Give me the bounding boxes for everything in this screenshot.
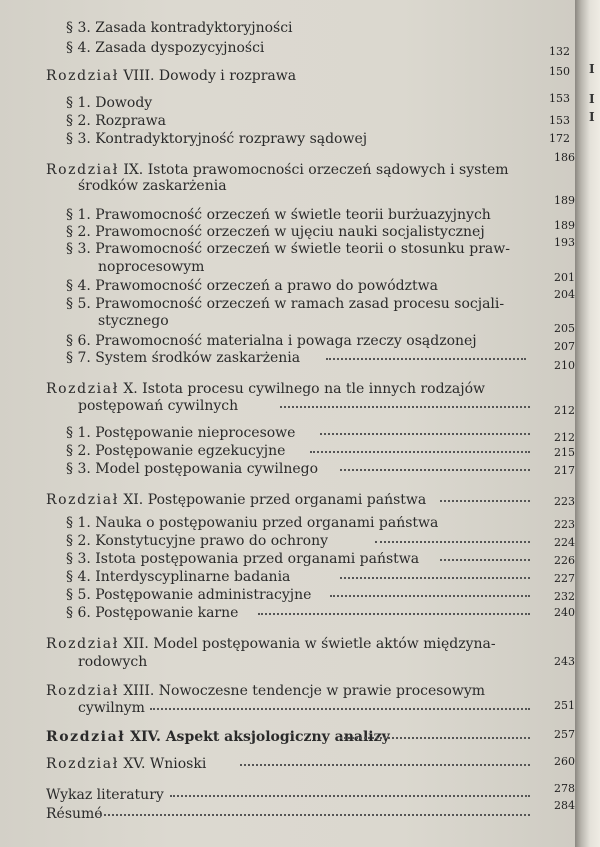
toc-entry: § 4. Interdyscyplinarne badania <box>66 569 291 585</box>
page-number: 153 <box>549 114 570 127</box>
page-number: 215 <box>554 446 575 459</box>
toc-entry: Wykaz literatury <box>46 787 164 803</box>
toc-entry: § 3. Istota postępowania przed organami państwa <box>66 551 420 567</box>
leader-dots <box>258 609 530 615</box>
page-number: 284 <box>554 799 575 812</box>
toc-entry-cont: noprocesowym <box>98 259 205 275</box>
leader-dots <box>100 810 530 816</box>
chapter-title: X. Istota procesu cywilnego na tle innych rodzajów <box>123 381 486 397</box>
chapter-prefix: Rozdział <box>46 162 119 178</box>
chapter-title: XII. Model postępowania w świetle aktów międzyna- <box>123 636 496 652</box>
page-number: 224 <box>554 536 575 549</box>
toc-entry: § 1. Nauka o postępowaniu przed organami państwa <box>66 515 439 531</box>
chapter-prefix: Rozdział <box>46 492 119 508</box>
chapter-heading <box>46 683 485 699</box>
page-number: 226 <box>554 554 575 567</box>
leader-dots <box>320 429 530 435</box>
leader-dots <box>340 573 530 579</box>
toc-entry-cont: stycznego <box>98 313 169 329</box>
page-number: 223 <box>554 495 575 508</box>
page-number: 240 <box>554 606 575 619</box>
chapter-heading <box>46 729 390 745</box>
page-number: 223 <box>554 518 575 531</box>
page-number: 212 <box>554 431 575 444</box>
chapter-heading <box>46 636 496 652</box>
page-number: 217 <box>554 464 575 477</box>
leader-dots <box>340 733 530 739</box>
page-number: 132 <box>549 45 570 58</box>
chapter-title: VIII. Dowody i rozprawa <box>123 68 297 84</box>
chapter-heading <box>46 68 296 84</box>
page-number: 210 <box>554 359 575 372</box>
chapter-heading <box>46 492 426 508</box>
page-number: 150 <box>549 65 570 78</box>
chapter-heading <box>46 381 485 397</box>
toc-entry: § 1. Postępowanie nieprocesowe <box>66 425 296 441</box>
page-number: 186 <box>554 151 575 164</box>
toc-entry: § 1. Dowody <box>66 95 153 111</box>
page-number: 243 <box>554 655 575 668</box>
toc-entry: § 3. Prawomocność orzeczeń w świetle teorii o stosunku praw- <box>66 241 510 257</box>
page-number: 232 <box>554 590 575 603</box>
chapter-heading-cont: środków zaskarżenia <box>78 178 227 194</box>
leader-dots <box>310 447 530 453</box>
edge-letter: I <box>589 92 595 106</box>
leader-dots <box>280 402 530 408</box>
chapter-prefix: Rozdział <box>46 756 119 772</box>
toc-entry: § 3. Zasada kontradyktoryjności <box>66 20 293 36</box>
chapter-title: IX. Istota prawomocności orzeczeń sądowych i system <box>123 162 509 178</box>
page-number: 201 <box>554 271 575 284</box>
toc-entry: § 1. Prawomocność orzeczeń w świetle teorii burżuazyjnych <box>66 207 491 223</box>
leader-dots <box>170 791 530 797</box>
leader-dots <box>375 537 530 543</box>
toc-entry: § 4. Prawomocność orzeczeń a prawo do powództwa <box>66 278 438 294</box>
toc-entry: § 2. Rozprawa <box>66 113 166 129</box>
chapter-heading-cont: cywilnym <box>78 700 145 716</box>
toc-entry: Résumé <box>46 806 103 822</box>
chapter-prefix: Rozdział <box>46 683 119 699</box>
toc-entry: § 3. Kontradyktoryjność rozprawy sądowej <box>66 131 368 147</box>
edge-letter: I <box>589 62 595 76</box>
leader-dots <box>150 704 530 710</box>
chapter-prefix: Rozdział <box>46 68 119 84</box>
chapter-prefix: Rozdział <box>46 381 119 397</box>
chapter-title: XIV. Aspekt aksjologiczny analizy <box>130 729 390 745</box>
toc-entry: § 3. Model postępowania cywilnego <box>66 461 319 477</box>
toc-entry: § 7. System środków zaskarżenia <box>66 350 301 366</box>
chapter-heading <box>46 162 509 178</box>
page-number: 278 <box>554 782 575 795</box>
page-number: 207 <box>554 340 575 353</box>
toc-entry: § 2. Konstytucyjne prawo do ochrony <box>66 533 329 549</box>
chapter-heading-cont: rodowych <box>78 654 148 670</box>
chapter-heading-cont: postępowań cywilnych <box>78 398 239 414</box>
toc-entry: § 2. Prawomocność orzeczeń w ujęciu nauki socjalistycznej <box>66 224 485 240</box>
leader-dots <box>340 465 530 471</box>
chapter-heading <box>46 756 206 772</box>
adjacent-page-edge <box>575 0 600 847</box>
leader-dots <box>440 496 530 502</box>
page-number: 227 <box>554 572 575 585</box>
leader-dots <box>326 354 526 360</box>
page-number: 212 <box>554 404 575 417</box>
leader-dots <box>240 760 530 766</box>
toc-entry: § 5. Postępowanie administracyjne <box>66 587 312 603</box>
chapter-prefix: Rozdział <box>46 636 119 652</box>
chapter-title: XIII. Nowoczesne tendencje w prawie procesowym <box>123 683 486 699</box>
page-number: 205 <box>554 322 575 335</box>
page-number: 260 <box>554 755 575 768</box>
page-number: 172 <box>549 132 570 145</box>
page-number: 204 <box>554 288 575 301</box>
edge-letter: I <box>589 110 595 124</box>
chapter-title: XI. Postępowanie przed organami państwa <box>123 492 427 508</box>
page-number: 189 <box>554 194 575 207</box>
page-number: 189 <box>554 219 575 232</box>
page-number: 153 <box>549 92 570 105</box>
toc-entry: § 4. Zasada dyspozycyjności <box>66 40 265 56</box>
page-number: 257 <box>554 728 575 741</box>
page-number: 251 <box>554 699 575 712</box>
leader-dots <box>440 555 530 561</box>
chapter-prefix: Rozdział <box>46 729 126 745</box>
toc-entry: § 5. Prawomocność orzeczeń w ramach zasad procesu socjali- <box>66 296 505 312</box>
page-number: 193 <box>554 236 575 249</box>
toc-entry: § 6. Prawomocność materialna i powaga rzeczy osądzonej <box>66 333 477 349</box>
leader-dots <box>330 591 530 597</box>
toc-entry: § 2. Postępowanie egzekucyjne <box>66 443 286 459</box>
chapter-title: XV. Wnioski <box>123 756 207 772</box>
toc-entry: § 6. Postępowanie karne <box>66 605 239 621</box>
